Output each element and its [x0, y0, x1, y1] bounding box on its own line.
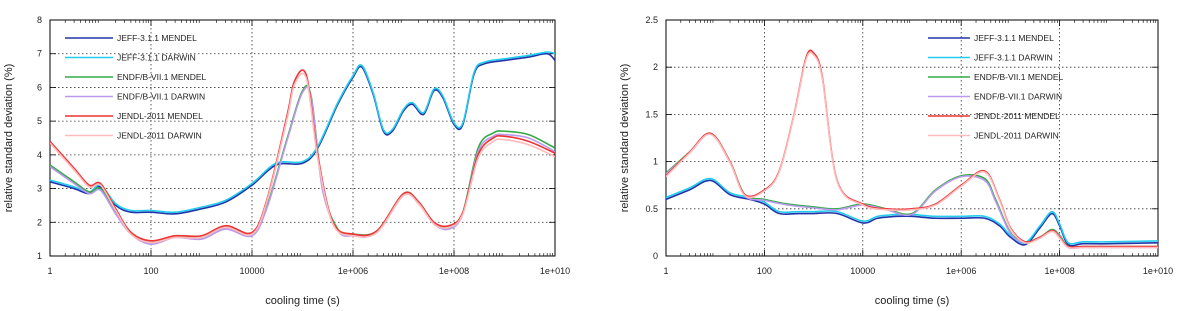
- series-line-6: [666, 52, 1158, 248]
- y-tick-label: 7: [36, 48, 42, 59]
- legend-label: JENDL-2011 DARWIN: [117, 130, 202, 141]
- y-axis-label: relative standard deviation (%): [3, 63, 15, 213]
- legend-label: JEFF-3.1.1 MENDEL: [117, 33, 197, 43]
- x-tick-label: 1: [47, 266, 53, 276]
- legend-label: JEFF-3.1.1 DARWIN: [974, 52, 1053, 63]
- x-tick-label: 1e+006: [946, 266, 977, 276]
- y-tick-label: 4: [36, 149, 42, 160]
- series-line-5: [666, 50, 1158, 247]
- y-tick-label: 0: [652, 251, 658, 261]
- x-tick-label: 1e+008: [438, 266, 470, 276]
- y-tick-label: 2: [652, 62, 658, 73]
- y-tick-label: 8: [36, 15, 42, 25]
- legend-label: ENDF/B-VII.1 DARWIN: [974, 91, 1063, 102]
- legend-label: ENDF/B-VII.1 DARWIN: [117, 91, 206, 102]
- legend-label: JENDL-2011 DARWIN: [974, 130, 1059, 141]
- series-line-3: [666, 130, 1158, 247]
- y-tick-label: 2: [36, 217, 42, 228]
- legend-label: JEFF-3.1.1 MENDEL: [974, 33, 1054, 43]
- plot-frame: [666, 20, 1158, 256]
- y-axis-label: relative standard deviation (%): [619, 63, 631, 213]
- x-tick-label: 100: [143, 266, 159, 276]
- x-axis-label: cooling time (s): [265, 295, 340, 307]
- chart-panel-1: [3, 15, 570, 307]
- legend-label: ENDF/B-VII.1 MENDEL: [117, 72, 207, 82]
- x-tick-label: 10000: [239, 266, 265, 276]
- y-tick-label: 5: [36, 116, 42, 127]
- legend-label: JENDL-2011 MENDEL: [974, 111, 1060, 121]
- legend: [928, 33, 1064, 141]
- series-line-4: [666, 134, 1158, 248]
- y-tick-label: 1.5: [645, 109, 658, 120]
- x-tick-label: 100: [756, 266, 772, 276]
- chart-panel-2: [619, 15, 1173, 307]
- y-tick-label: 1: [36, 251, 42, 261]
- legend-label: ENDF/B-VII.1 MENDEL: [974, 72, 1064, 82]
- x-tick-label: 1e+010: [1142, 266, 1174, 276]
- legend-label: JEFF-3.1.1 DARWIN: [117, 52, 196, 63]
- y-tick-label: 1: [652, 156, 658, 167]
- x-tick-label: 1e+008: [1044, 266, 1075, 276]
- y-tick-label: 2.5: [645, 15, 658, 25]
- series-group: [666, 50, 1158, 248]
- x-tick-label: 1e+006: [337, 266, 369, 276]
- x-tick-label: 10000: [850, 266, 876, 276]
- x-tick-label: 1e+010: [539, 266, 571, 276]
- legend-label: JENDL-2011 MENDEL: [117, 111, 203, 121]
- legend: [65, 33, 207, 141]
- x-axis-label: cooling time (s): [874, 295, 950, 307]
- y-tick-label: 6: [36, 82, 42, 93]
- y-tick-label: 3: [36, 183, 42, 194]
- y-tick-label: 0.5: [645, 203, 658, 214]
- x-tick-label: 1: [663, 266, 669, 276]
